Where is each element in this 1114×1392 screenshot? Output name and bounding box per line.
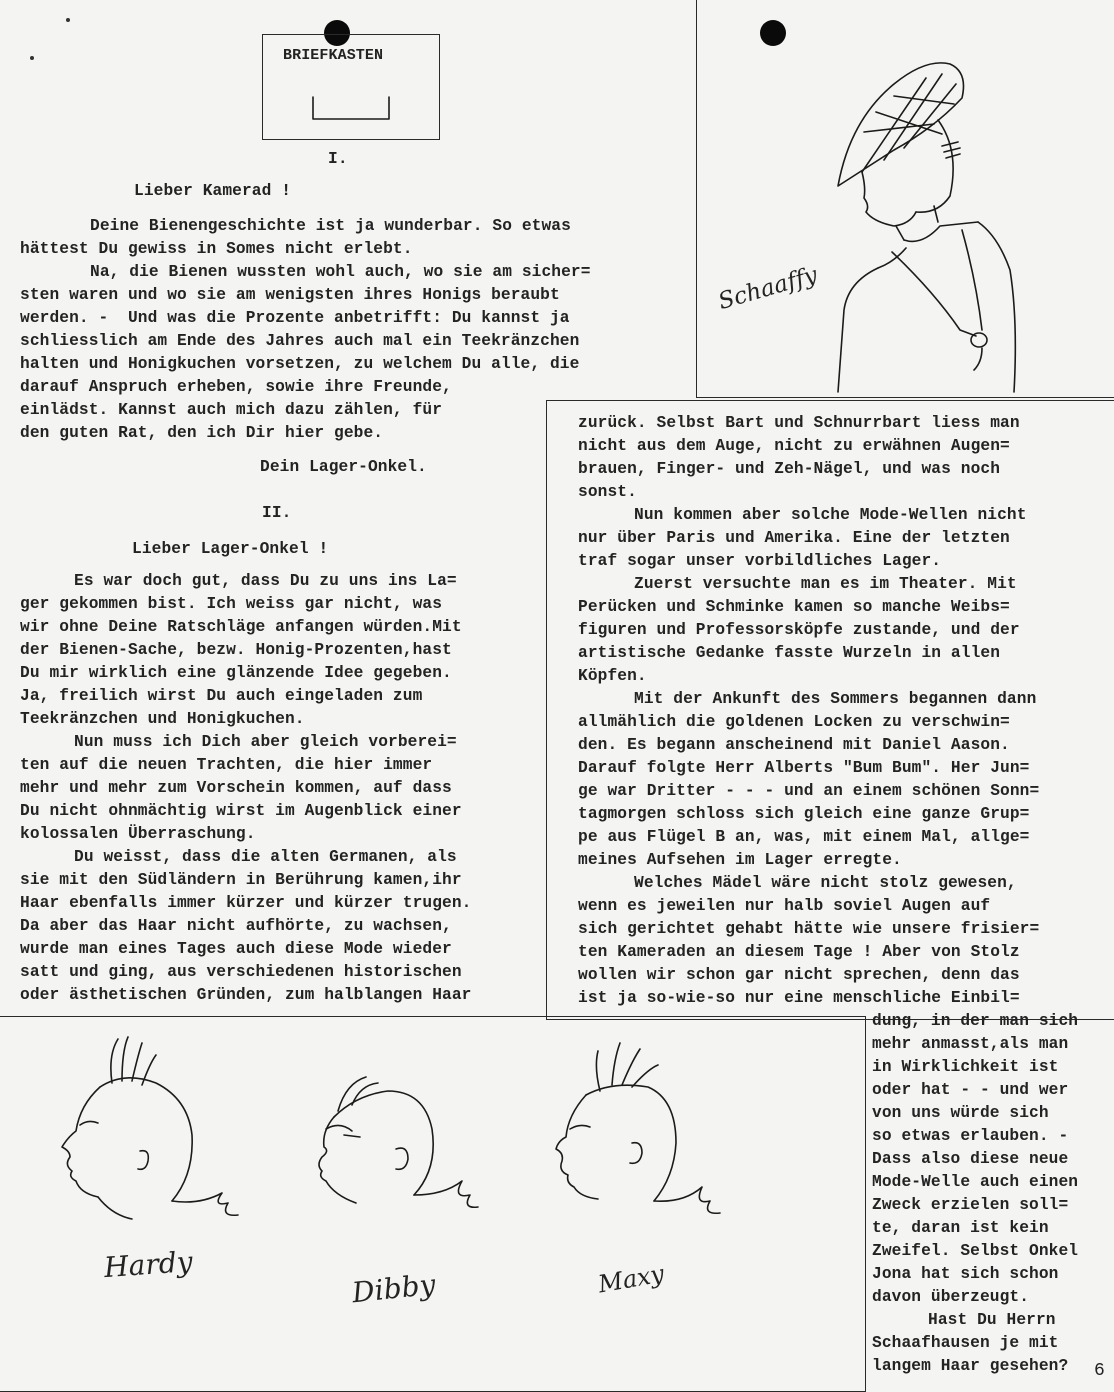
- letter2-line: brauen, Finger- und Zeh-Nägel, und was noch: [578, 460, 1001, 478]
- letter1-signature: Dein Lager-Onkel.: [260, 458, 427, 476]
- letter2-line: nur über Paris und Amerika. Eine der letzten: [578, 529, 1010, 547]
- letter2-line: Zuerst versuchte man es im Theater. Mit: [634, 575, 1017, 593]
- letter2-line: in Wirklichkeit ist: [872, 1058, 1059, 1076]
- letter1-line: Na, die Bienen wussten wohl auch, wo sie am sicher=: [90, 263, 591, 281]
- letter2-greeting: Lieber Lager-Onkel !: [132, 540, 329, 558]
- letter2-line: satt und ging, aus verschiedenen historischen: [20, 963, 462, 981]
- letter2-line: Teekränzchen und Honigkuchen.: [20, 710, 305, 728]
- letter2-line: Köpfen.: [578, 667, 647, 685]
- letter2-line: Hast Du Herrn: [928, 1311, 1056, 1329]
- letter2-line: den. Es begann anscheinend mit Daniel Aason.: [578, 736, 1010, 754]
- letter2-line: so etwas erlauben. -: [872, 1127, 1069, 1145]
- mailbox-box: [262, 34, 440, 140]
- letter2-line: Zweck erzielen soll=: [872, 1196, 1069, 1214]
- letter1-line: werden. - Und was die Prozente anbetrifft: Du kannst ja: [20, 309, 570, 327]
- letter1-line: einlädst. Kannst auch mich dazu zählen, für: [20, 401, 443, 419]
- letter2-line: wollen wir schon gar nicht sprechen, denn das: [578, 966, 1020, 984]
- letter2-line: der Bienen-Sache, bezw. Honig-Prozenten,hast: [20, 641, 452, 659]
- letter2-line: kolossalen Überraschung.: [20, 825, 256, 843]
- letter2-line: oder hat - - und wer: [872, 1081, 1069, 1099]
- letter2-line: Dass also diese neue: [872, 1150, 1069, 1168]
- portrait-signature: Schaaffy: [715, 262, 821, 316]
- letter2-line: te, daran ist kein: [872, 1219, 1049, 1237]
- letter2-line: dung, in der man sich: [872, 1012, 1079, 1030]
- page-number: 6: [1094, 1361, 1105, 1381]
- letter2-line: wurde man eines Tages auch diese Mode wieder: [20, 940, 452, 958]
- letter1-line: darauf Anspruch erheben, sowie ihre Freunde,: [20, 378, 452, 396]
- letter2-line: Schaafhausen je mit: [872, 1334, 1059, 1352]
- letter2-line: Da aber das Haar nicht aufhörte, zu wachsen,: [20, 917, 452, 935]
- letter2-line: Du nicht ohnmächtig wirst im Augenblick einer: [20, 802, 462, 820]
- letter2-line: von uns würde sich: [872, 1104, 1049, 1122]
- letter2-line: wir ohne Deine Ratschläge anfangen würden.Mit: [20, 618, 462, 636]
- letter2-number: II.: [262, 504, 292, 522]
- speck: [30, 56, 34, 60]
- letter2-line: zurück. Selbst Bart und Schnurrbart liess man: [578, 414, 1020, 432]
- caricature-name-hardy: Hardy: [102, 1244, 194, 1285]
- letter2-line: Es war doch gut, dass Du zu uns ins La=: [74, 572, 457, 590]
- caricature-name-dibby: Dibby: [350, 1267, 438, 1310]
- letter2-line: ten auf die neuen Trachten, die hier immer: [20, 756, 433, 774]
- letter2-line: wenn es jeweilen nur halb soviel Augen auf: [578, 897, 991, 915]
- letter2-line: sie mit den Südländern in Berührung kamen,ihr: [20, 871, 462, 889]
- letter2-line: Nun kommen aber solche Mode-Wellen nicht: [634, 506, 1027, 524]
- caricature-name-maxy: Maxy: [596, 1259, 667, 1299]
- letter2-line: traf sogar unser vorbildliches Lager.: [578, 552, 942, 570]
- letter2-line: oder ästhetischen Gründen, zum halblangen Haar: [20, 986, 472, 1004]
- letter2-line: sich gerichtet gehabt hätte wie unsere frisier=: [578, 920, 1040, 938]
- letter1-line: hättest Du gewiss in Somes nicht erlebt.: [20, 240, 413, 258]
- letter2-line: langem Haar gesehen?: [872, 1357, 1069, 1375]
- letter2-line: ist ja so-wie-so nur eine menschliche Einbil=: [578, 989, 1020, 1007]
- letter2-line: Du weisst, dass die alten Germanen, als: [74, 848, 457, 866]
- letter2-line: Du mir wirklich eine glänzende Idee gegeben.: [20, 664, 452, 682]
- letter2-line: nicht aus dem Auge, nicht zu erwähnen Augen=: [578, 437, 1010, 455]
- letter2-line: ten Kameraden an diesem Tage ! Aber von Stolz: [578, 943, 1020, 961]
- letter2-line: ger gekommen bist. Ich weiss gar nicht, was: [20, 595, 443, 613]
- mailbox-slot-icon: [263, 35, 441, 141]
- letter2-line: davon überzeugt.: [872, 1288, 1030, 1306]
- letter2-line: Perücken und Schminke kamen so manche Weibs=: [578, 598, 1010, 616]
- letter1-number: I.: [328, 150, 348, 168]
- speck: [66, 18, 70, 22]
- letter1-line: den guten Rat, den ich Dir hier gebe.: [20, 424, 384, 442]
- letter2-line: Ja, freilich wirst Du auch eingeladen zum: [20, 687, 423, 705]
- letter1-line: halten und Honigkuchen vorsetzen, zu welchem Du alle, die: [20, 355, 580, 373]
- letter1-line: schliesslich am Ende des Jahres auch mal ein Teekränzchen: [20, 332, 580, 350]
- letter2-line: Welches Mädel wäre nicht stolz gewesen,: [634, 874, 1017, 892]
- letter2-line: pe aus Flügel B an, was, mit einem Mal, allge=: [578, 828, 1030, 846]
- letter2-line: Mode-Welle auch einen: [872, 1173, 1079, 1191]
- letter2-line: Darauf folgte Herr Alberts "Bum Bum". Her Jun=: [578, 759, 1030, 777]
- letter2-line: tagmorgen schloss sich gleich eine ganze Grup=: [578, 805, 1030, 823]
- letter1-greeting: Lieber Kamerad !: [134, 182, 292, 200]
- letter2-line: allmählich die goldenen Locken zu verschwin=: [578, 713, 1010, 731]
- letter2-line: Jona hat sich schon: [872, 1265, 1059, 1283]
- letter2-line: Haar ebenfalls immer kürzer und kürzer trugen.: [20, 894, 472, 912]
- letter1-line: Deine Bienengeschichte ist ja wunderbar. So etwas: [90, 217, 571, 235]
- mailbox-title: BRIEFKASTEN: [283, 47, 384, 64]
- letter2-line: Mit der Ankunft des Sommers begannen dann: [634, 690, 1037, 708]
- letter2-line: sonst.: [578, 483, 637, 501]
- letter2-line: mehr und mehr zum Vorschein kommen, auf dass: [20, 779, 452, 797]
- letter2-line: meines Aufsehen im Lager erregte.: [578, 851, 902, 869]
- letter2-line: Nun muss ich Dich aber gleich vorberei=: [74, 733, 457, 751]
- letter1-line: sten waren und wo sie am wenigsten ihres Honigs beraubt: [20, 286, 560, 304]
- letter2-line: ge war Dritter - - - und an einem schönen Sonn=: [578, 782, 1040, 800]
- portrait-drawing: [698, 0, 1114, 400]
- letter2-line: artistische Gedanke fasste Wurzeln in allen: [578, 644, 1001, 662]
- letter2-line: figuren und Professorsköpfe zustande, und der: [578, 621, 1020, 639]
- letter2-line: Zweifel. Selbst Onkel: [872, 1242, 1079, 1260]
- letter2-line: mehr anmasst,als man: [872, 1035, 1069, 1053]
